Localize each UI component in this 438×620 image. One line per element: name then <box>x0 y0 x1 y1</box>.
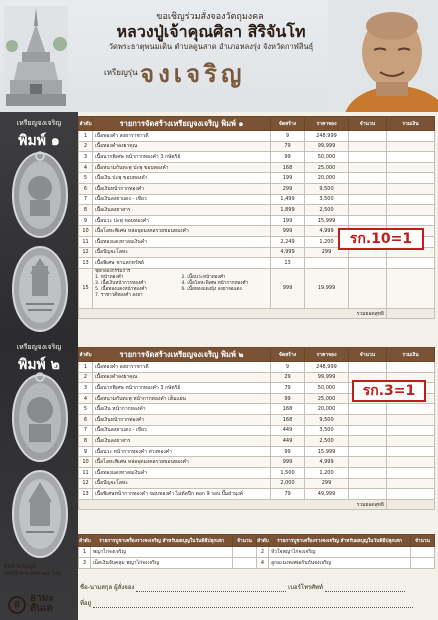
col-amount: จำนวน <box>349 348 387 362</box>
footer-line-1: ติดตามข้อมูล <box>4 564 36 570</box>
row-no: 5 <box>79 404 93 415</box>
table-row <box>79 362 435 373</box>
row-name: เนื้อเงิน ปะพุ ขอบทองคำ <box>93 173 271 184</box>
row-price: 99,999 <box>305 141 349 152</box>
row-name: พญาไก่จงเจริญ <box>91 547 233 558</box>
row-qty: 2,000 <box>271 478 305 489</box>
row-qty: 999 <box>271 268 305 308</box>
coin-1-back-image <box>10 244 70 334</box>
row-name: ลูกอะมงคลพ่อกันกันจงเจริญ <box>269 558 411 569</box>
total-cell <box>387 194 435 205</box>
set-item: 5. เนื้อทองแดงหน้าทองคำ <box>95 287 147 293</box>
row-price: 3,500 <box>305 194 349 205</box>
series-name: จงเจริญ <box>140 60 246 88</box>
row-name: เนื้อนวะ หน้ากากทองคำ ห่วงทองคำ <box>93 446 271 457</box>
total-cell <box>387 478 435 489</box>
row-price: 299 <box>305 247 349 258</box>
row-name: เนื้อโลหะพิเศษ หล่อจุดมงคลรวยขอนทองคำ <box>93 226 271 237</box>
amount-input-cell[interactable] <box>349 436 387 447</box>
amount-input-cell[interactable] <box>349 457 387 468</box>
series-prefix: เหรียญรุ่น <box>104 68 138 77</box>
amount-input-cell[interactable] <box>349 268 387 308</box>
phone-label: เบอร์โทรศัพท์ <box>288 584 323 591</box>
sum-total-cell <box>387 499 435 510</box>
row-no: 3 <box>79 558 91 569</box>
row-no: 11 <box>79 467 93 478</box>
row-price: 4,999 <box>305 226 349 237</box>
col-no: ลำดับ <box>79 117 93 131</box>
col-price: ราคาจอง <box>305 117 349 131</box>
row-no: 3 <box>79 383 93 394</box>
row-qty: 449 <box>271 436 305 447</box>
row-name: เนื้อพิเศษ ชาแลกทรัพย์ <box>93 258 271 269</box>
row-price: 248,999 <box>305 131 349 142</box>
amount-input-cell[interactable] <box>349 258 387 269</box>
amount-input-cell[interactable] <box>349 152 387 163</box>
row-name: เนื้อหนามกันทะพุ หน้ากากทองคำ เต็มแผ่น <box>93 393 271 404</box>
row-no: 7 <box>79 194 93 205</box>
row-name: เนื้อปัญจะโลหะ <box>93 478 271 489</box>
amount-input-cell[interactable] <box>349 205 387 216</box>
set-heading: ชุดกล่องกรรมการ <box>95 268 131 274</box>
set-item: 2. เนื้อนวะหน้าทองคำ <box>181 274 226 280</box>
amount-input-cell[interactable] <box>349 131 387 142</box>
table-row <box>79 467 435 478</box>
phone-field[interactable] <box>325 584 405 592</box>
row-no: 15 <box>79 268 93 308</box>
row-price: 25,000 <box>305 162 349 173</box>
brand-logo-icon: อ <box>8 596 26 614</box>
row-no: 6 <box>79 183 93 194</box>
table-row <box>79 436 435 447</box>
total-cell <box>387 131 435 142</box>
row-no: 4 <box>257 558 269 569</box>
set-items <box>93 268 271 308</box>
monk-portrait <box>328 0 438 112</box>
table-row <box>79 547 435 558</box>
right-title: รายการบูชาเครื่องรางจงเจริญ สำหรับผลบุญในวันพิธีปลุกเสก <box>269 535 411 547</box>
row-name: เนื้อทองคำ ลงยาราชาวดี <box>93 131 271 142</box>
row-qty: 99 <box>271 393 305 404</box>
brand-logo-line-2: สันเต <box>30 603 53 614</box>
address-label: ที่อยู่ <box>80 600 92 607</box>
amount-input-cell[interactable] <box>349 362 387 373</box>
stamp-ratio-2: รก.3=1 <box>352 380 426 402</box>
edition-2-table <box>78 347 435 510</box>
col-total: รวมเงิน <box>387 348 435 362</box>
amulet-table <box>78 534 435 569</box>
row-qty: 79 <box>271 489 305 500</box>
left-title: รายการบูชาเครื่องรางจงเจริญ สำหรับผลบุญในวันพิธีปลุกเสก <box>91 535 233 547</box>
row-no: 7 <box>79 425 93 436</box>
set-item: 3. เนื้อเงินหน้ากากทองคำ <box>95 281 146 287</box>
amount-input-cell[interactable] <box>411 558 435 569</box>
name-label: ชื่อ-นามสกุล ผู้สั่งจอง <box>80 584 135 591</box>
row-no: 10 <box>79 457 93 468</box>
table-row <box>79 205 435 216</box>
table-row <box>79 489 435 500</box>
total-cell <box>387 258 435 269</box>
amount-input-cell[interactable] <box>349 183 387 194</box>
row-no: 4 <box>79 162 93 173</box>
row-no: 3 <box>79 152 93 163</box>
row-price: 15,999 <box>305 446 349 457</box>
monk-name: หลวงปู่เจ้าคุณศิลา สิริจันโท <box>116 22 306 41</box>
amount-input-cell[interactable] <box>349 215 387 226</box>
total-cell <box>387 414 435 425</box>
row-no: 12 <box>79 478 93 489</box>
total-cell <box>387 183 435 194</box>
total-cell <box>387 362 435 373</box>
row-qty: 13 <box>271 258 305 269</box>
total-cell <box>387 205 435 216</box>
sum-label: รวมยอดสุทธิ <box>79 308 387 319</box>
edition-1-label <box>4 118 74 152</box>
row-qty: 9 <box>271 131 305 142</box>
row-price: 99,999 <box>305 372 349 383</box>
row-name: เนื้อทองคำ ลงยาราชาวดี <box>93 362 271 373</box>
table-row <box>79 131 435 142</box>
footer-follow-text <box>4 564 76 578</box>
amount-input-cell[interactable] <box>349 478 387 489</box>
col-price: ราคาจอง <box>305 348 349 362</box>
total-cell <box>387 457 435 468</box>
row-price <box>305 258 349 269</box>
set-item: 4. เนื้อโลหะพิเศษ หน้ากากทองคำ <box>181 281 249 287</box>
row-name: เนื้อเงินหน้ากากทองคำ <box>93 414 271 425</box>
row-name: หัวใจพญาไก่จงเจริญ <box>269 547 411 558</box>
row-qty: 79 <box>271 383 305 394</box>
row-no: 5 <box>79 173 93 184</box>
set-item: 1. หน้าทองคำ <box>95 274 124 280</box>
set-item: 7. ราชาวดีทองคำ ลงยา <box>95 293 143 299</box>
row-qty: 99 <box>271 152 305 163</box>
amount-input-cell[interactable] <box>233 558 257 569</box>
row-name: เม็ดเงินจับคลุม พญาไก่จงเจริญ <box>91 558 233 569</box>
table-row <box>79 258 435 269</box>
name-line <box>80 582 432 592</box>
stupa-image <box>4 6 68 110</box>
row-name: เนื้อทองคำลงยาคุณ <box>93 141 271 152</box>
set-item: 6. เนื้อทองแดงมุ้ง ลงยาจอแดง <box>181 287 242 293</box>
row-name: เนื้อเงินลงยาสาร <box>93 436 271 447</box>
table-row-set <box>79 268 435 308</box>
coin-2-back-image <box>10 468 70 560</box>
row-qty: 2,249 <box>271 236 305 247</box>
sum-row <box>79 499 435 510</box>
amount-input-cell[interactable] <box>349 467 387 478</box>
row-price: 1,200 <box>305 236 349 247</box>
invite-text: ขอเชิญร่วมสั่งจองวัตถุมงคล <box>156 12 264 22</box>
total-cell <box>387 268 435 308</box>
table-row <box>79 425 435 436</box>
row-no: 4 <box>79 393 93 404</box>
stamp-ratio-1: รก.10=1 <box>338 228 424 250</box>
row-no: 11 <box>79 236 93 247</box>
brand-logo-text <box>30 594 54 614</box>
row-qty: 79 <box>271 141 305 152</box>
sum-row <box>79 308 435 319</box>
total-cell <box>387 152 435 163</box>
row-price: 15,999 <box>305 215 349 226</box>
row-name: เนื้อพิเศษหน้ากากทองคำ ขอบทองคำ ไม่ตัดปีก ตอก 9 รอบ ปั๊มฝ่ามุงค์ <box>93 489 271 500</box>
row-name: เนื้อโลหะพิเศษ หล่อจุดมงคลรวยขอนทองคำ <box>93 457 271 468</box>
row-qty: 199 <box>271 173 305 184</box>
table-row <box>79 162 435 173</box>
row-price: 9,500 <box>305 414 349 425</box>
amount-input-cell[interactable] <box>349 173 387 184</box>
row-name: เนื้อปัญจะโลหะ <box>93 247 271 258</box>
row-price: 19,999 <box>305 268 349 308</box>
amount-input-cell[interactable] <box>411 547 435 558</box>
col-no-left: ลำดับ <box>79 535 91 547</box>
edition-2-small: เหรียญจงเจริญ <box>16 343 62 351</box>
col-amount-right: จำนวน <box>411 535 435 547</box>
col-no-right: ลำดับ <box>257 535 269 547</box>
row-qty: 199 <box>271 215 305 226</box>
amount-input-cell[interactable] <box>349 141 387 152</box>
row-price: 2,500 <box>305 205 349 216</box>
row-no: 9 <box>79 215 93 226</box>
row-name: เนื้อเงินลงยาแดง - เขียว <box>93 194 271 205</box>
row-name: เนื้อเงินหน้ากากทองคำ <box>93 183 271 194</box>
row-price: 3,500 <box>305 425 349 436</box>
row-name: เนื้อทองคำลงยาคุณ <box>93 372 271 383</box>
table-row <box>79 457 435 468</box>
coin-2-front-image <box>10 372 70 464</box>
col-qty: จัดสร้าง <box>271 348 305 362</box>
table-header-row <box>79 117 435 131</box>
table-row <box>79 194 435 205</box>
row-qty: 168 <box>271 162 305 173</box>
table-row <box>79 414 435 425</box>
total-cell <box>387 173 435 184</box>
table-header-row <box>79 348 435 362</box>
brand-logo-line-1: อามะ <box>30 593 54 604</box>
row-name: เนื้อเงินลงยาแดง - เขียว <box>93 425 271 436</box>
row-price: 50,000 <box>305 152 349 163</box>
row-qty: 168 <box>271 414 305 425</box>
address-line <box>80 598 432 608</box>
row-no: 1 <box>79 547 91 558</box>
row-qty: 1,899 <box>271 205 305 216</box>
row-name: เนื้อเงินลงยาสาร <box>93 205 271 216</box>
edition-2-label <box>4 342 74 376</box>
row-no: 10 <box>79 226 93 237</box>
amount-input-cell[interactable] <box>349 194 387 205</box>
sum-label: รวมยอดสุทธิ <box>79 499 387 510</box>
col-amount: จำนวน <box>349 117 387 131</box>
footer-line-2: เฟซบุ๊กพระพุทธ ๒๕ โดย <box>4 571 62 578</box>
total-cell <box>387 467 435 478</box>
amount-input-cell[interactable] <box>349 425 387 436</box>
amount-input-cell[interactable] <box>233 547 257 558</box>
row-qty: 99 <box>271 446 305 457</box>
edition-1-small: เหรียญจงเจริญ <box>16 119 62 127</box>
address-field[interactable] <box>93 600 413 608</box>
row-name: เนื้อหนามกันทะพุ ปะพุ ขอบทองคำ <box>93 162 271 173</box>
row-qty: 4,999 <box>271 247 305 258</box>
row-no: 1 <box>79 362 93 373</box>
row-price: 4,999 <box>305 457 349 468</box>
row-no: 2 <box>79 372 93 383</box>
row-qty: 1,499 <box>271 194 305 205</box>
header-banner <box>0 0 438 112</box>
row-name: เนื้อนวะ ปะพุ ขอบทองคำ <box>93 215 271 226</box>
row-no: 2 <box>79 141 93 152</box>
total-cell <box>387 162 435 173</box>
table-row <box>79 558 435 569</box>
row-price: 20,000 <box>305 173 349 184</box>
row-no: 9 <box>79 446 93 457</box>
table-title: รายการจัดสร้างเหรียญจงเจริญ พิมพ์ ๒ <box>93 348 271 362</box>
row-no: 13 <box>79 489 93 500</box>
total-cell <box>387 446 435 457</box>
col-no: ลำดับ <box>79 348 93 362</box>
row-no: 1 <box>79 131 93 142</box>
table-row <box>79 183 435 194</box>
table-row <box>79 478 435 489</box>
row-price: 299 <box>305 478 349 489</box>
amount-input-cell[interactable] <box>349 162 387 173</box>
table-row <box>79 215 435 226</box>
table-row <box>79 446 435 457</box>
sum-total-cell <box>387 308 435 319</box>
row-price: 49,999 <box>305 489 349 500</box>
edition-1-table <box>78 116 435 319</box>
table-row <box>79 173 435 184</box>
row-name: เนื้อนากพิเศษ หน้ากากทองคำ 3 กษัตริย์ <box>93 152 271 163</box>
total-cell <box>387 436 435 447</box>
row-no: 6 <box>79 414 93 425</box>
row-qty: 299 <box>271 183 305 194</box>
total-cell <box>387 489 435 500</box>
row-qty: 999 <box>271 457 305 468</box>
row-qty: 9 <box>271 362 305 373</box>
table-header-row <box>79 535 435 547</box>
row-no: 8 <box>79 205 93 216</box>
row-name: เนื้อเงิน หน้ากากทองคำ <box>93 404 271 415</box>
row-price: 20,000 <box>305 404 349 415</box>
row-name: เนื้อนากพิเศษ หน้ากากทองคำ 3 กษัตริย์ <box>93 383 271 394</box>
row-qty: 29 <box>271 372 305 383</box>
row-name: เนื้อทองแดงหาลมเงินคำ <box>93 467 271 478</box>
col-qty: จัดสร้าง <box>271 117 305 131</box>
col-total: รวมเงิน <box>387 117 435 131</box>
row-qty: 168 <box>271 404 305 415</box>
name-field[interactable] <box>136 584 286 592</box>
table-row <box>79 152 435 163</box>
row-qty: 999 <box>271 226 305 237</box>
amount-input-cell[interactable] <box>349 404 387 415</box>
temple-address: วัดพระธาตุพนมเดิน ตำบลดูนสาด อำเภอหลงรุ่ง จังหวัดกาฬสินธุ์ <box>108 42 314 51</box>
total-cell <box>387 404 435 415</box>
col-amount-left: จำนวน <box>233 535 257 547</box>
total-cell <box>387 425 435 436</box>
edition-2-title: พิมพ์ ๒ <box>18 357 60 373</box>
row-price: 50,000 <box>305 383 349 394</box>
row-no: 13 <box>79 258 93 269</box>
row-price: 1,200 <box>305 467 349 478</box>
total-cell <box>387 215 435 226</box>
row-qty: 1,500 <box>271 467 305 478</box>
row-qty: 449 <box>271 425 305 436</box>
amount-input-cell[interactable] <box>349 489 387 500</box>
row-no: 8 <box>79 436 93 447</box>
row-price: 9,500 <box>305 183 349 194</box>
row-price: 25,000 <box>305 393 349 404</box>
table-row <box>79 141 435 152</box>
total-cell <box>387 141 435 152</box>
buyer-form <box>80 578 432 618</box>
coin-1-front-image <box>10 150 70 240</box>
row-no: 2 <box>257 547 269 558</box>
row-no: 12 <box>79 247 93 258</box>
row-name: เนื้อทองแดงหาลมเงินคำ <box>93 236 271 247</box>
table-row <box>79 404 435 415</box>
edition-1-title: พิมพ์ ๑ <box>18 133 60 149</box>
amount-input-cell[interactable] <box>349 414 387 425</box>
amount-input-cell[interactable] <box>349 446 387 457</box>
row-price: 248,999 <box>305 362 349 373</box>
table-title: รายการจัดสร้างเหรียญจงเจริญ พิมพ์ ๑ <box>93 117 271 131</box>
row-price: 2,500 <box>305 436 349 447</box>
